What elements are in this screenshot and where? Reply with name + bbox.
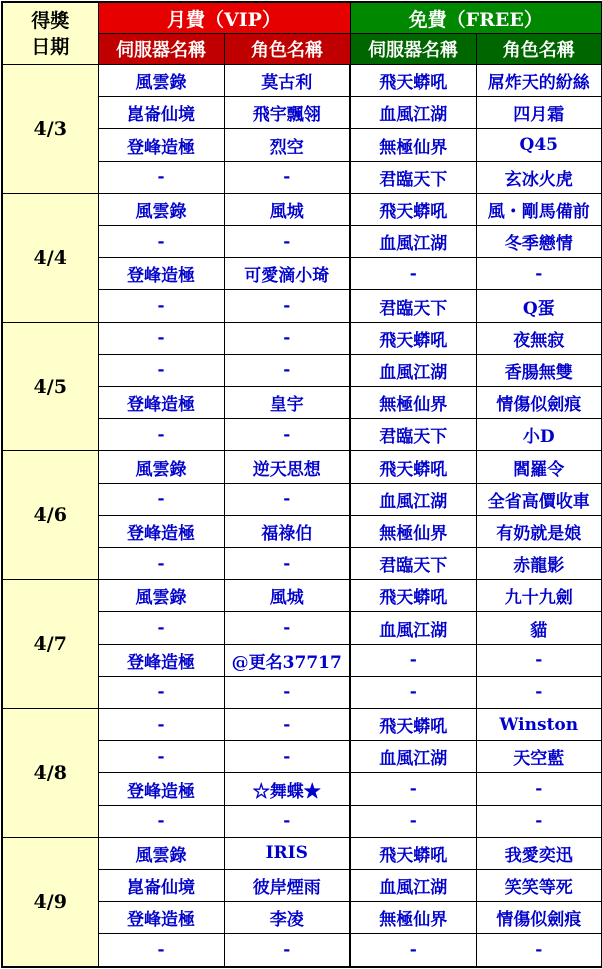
table-header xyxy=(2,2,602,65)
free-server-cell: - xyxy=(350,934,476,967)
award-table xyxy=(1,1,602,968)
vip-role-cell: 皇宇 xyxy=(224,387,350,419)
free-role-cell: 情傷似劍痕 xyxy=(476,902,602,934)
table-row xyxy=(2,65,602,97)
date-column-header xyxy=(2,2,98,65)
vip-role-cell: 彼岸煙雨 xyxy=(224,870,350,902)
table-row xyxy=(2,322,602,354)
vip-server-cell: - xyxy=(98,709,224,741)
vip-server-column-header: 伺服器名稱 xyxy=(98,34,224,65)
vip-server-cell: - xyxy=(98,483,224,515)
free-server-cell: - xyxy=(350,644,476,676)
free-role-cell: 冬季戀情 xyxy=(476,226,602,258)
free-server-cell: 飛天蟒吼 xyxy=(350,451,476,483)
vip-role-cell: - xyxy=(224,741,350,773)
free-role-cell: 風・剛馬備前 xyxy=(476,193,602,225)
vip-role-cell: - xyxy=(224,354,350,386)
free-role-cell: 屌炸天的紛絲 xyxy=(476,65,602,97)
award-date-cell: 4/3 xyxy=(2,65,98,194)
table-row xyxy=(2,837,602,869)
award-date-cell: 4/6 xyxy=(2,451,98,580)
free-role-cell: 小D xyxy=(476,419,602,451)
vip-server-cell: - xyxy=(98,676,224,708)
vip-role-cell: - xyxy=(224,612,350,644)
free-server-cell: 血風江湖 xyxy=(350,97,476,129)
free-server-cell: - xyxy=(350,805,476,837)
free-role-cell: Winston xyxy=(476,709,602,741)
free-role-cell: Q蛋 xyxy=(476,290,602,322)
award-date-cell: 4/5 xyxy=(2,322,98,451)
award-date-cell: 4/8 xyxy=(2,709,98,838)
free-role-cell: 九十九劍 xyxy=(476,580,602,612)
free-role-cell: 貓 xyxy=(476,612,602,644)
free-role-cell: - xyxy=(476,676,602,708)
free-role-cell: 全省高價收車 xyxy=(476,483,602,515)
vip-server-cell: - xyxy=(98,226,224,258)
vip-server-cell: - xyxy=(98,290,224,322)
free-role-cell: - xyxy=(476,934,602,967)
vip-server-cell: 風雲錄 xyxy=(98,580,224,612)
free-role-cell: Q45 xyxy=(476,129,602,161)
vip-role-cell: - xyxy=(224,322,350,354)
free-server-cell: - xyxy=(350,258,476,290)
free-server-cell: 血風江湖 xyxy=(350,226,476,258)
free-role-cell: 閻羅令 xyxy=(476,451,602,483)
free-role-cell: 赤龍影 xyxy=(476,548,602,580)
free-server-cell: 血風江湖 xyxy=(350,483,476,515)
free-role-cell: - xyxy=(476,773,602,805)
vip-server-cell: - xyxy=(98,741,224,773)
vip-role-cell: 風城 xyxy=(224,580,350,612)
vip-role-cell: - xyxy=(224,805,350,837)
vip-role-cell: - xyxy=(224,483,350,515)
vip-server-cell: - xyxy=(98,934,224,967)
vip-role-cell: 可愛滴小琦 xyxy=(224,258,350,290)
vip-role-cell: - xyxy=(224,548,350,580)
vip-role-cell: 風城 xyxy=(224,193,350,225)
free-server-cell: - xyxy=(350,773,476,805)
free-role-column-header: 角色名稱 xyxy=(476,34,602,65)
vip-role-cell: - xyxy=(224,934,350,967)
vip-role-cell: - xyxy=(224,161,350,193)
vip-role-cell: 莫古利 xyxy=(224,65,350,97)
vip-server-cell: 風雲錄 xyxy=(98,65,224,97)
free-role-cell: 玄冰火虎 xyxy=(476,161,602,193)
free-server-cell: 血風江湖 xyxy=(350,612,476,644)
table-body xyxy=(2,65,602,968)
free-server-cell: 血風江湖 xyxy=(350,354,476,386)
vip-role-cell: 飛宇飄翎 xyxy=(224,97,350,129)
free-role-cell: 笑笑等死 xyxy=(476,870,602,902)
vip-server-cell: 登峰造極 xyxy=(98,644,224,676)
table-row xyxy=(2,709,602,741)
vip-server-cell: 登峰造極 xyxy=(98,902,224,934)
vip-server-cell: 崑崙仙境 xyxy=(98,870,224,902)
free-server-cell: 君臨天下 xyxy=(350,290,476,322)
table-row xyxy=(2,451,602,483)
vip-role-cell: - xyxy=(224,709,350,741)
free-server-cell: 無極仙界 xyxy=(350,515,476,547)
vip-role-cell: @更名37717 xyxy=(224,644,350,676)
vip-role-cell: ☆舞蝶★ xyxy=(224,773,350,805)
free-server-cell: 飛天蟒吼 xyxy=(350,322,476,354)
free-role-cell: 天空藍 xyxy=(476,741,602,773)
vip-group-header: 月費（VIP） xyxy=(98,2,350,34)
award-date-cell: 4/9 xyxy=(2,837,98,967)
date-header-line2: 日期 xyxy=(31,35,70,58)
award-date-cell: 4/4 xyxy=(2,193,98,322)
free-server-cell: 飛天蟒吼 xyxy=(350,837,476,869)
vip-server-cell: 登峰造極 xyxy=(98,515,224,547)
free-server-cell: 君臨天下 xyxy=(350,548,476,580)
free-server-cell: 血風江湖 xyxy=(350,741,476,773)
free-server-cell: - xyxy=(350,676,476,708)
free-server-cell: 飛天蟒吼 xyxy=(350,65,476,97)
header-row-top xyxy=(2,2,602,34)
vip-role-cell: IRIS xyxy=(224,837,350,869)
award-date-cell: 4/7 xyxy=(2,580,98,709)
table-row xyxy=(2,580,602,612)
vip-server-cell: - xyxy=(98,548,224,580)
free-group-header: 免費（FREE） xyxy=(350,2,602,34)
free-server-cell: 無極仙界 xyxy=(350,129,476,161)
vip-role-cell: 福祿伯 xyxy=(224,515,350,547)
free-role-cell: - xyxy=(476,805,602,837)
table-row xyxy=(2,193,602,225)
free-role-cell: - xyxy=(476,258,602,290)
vip-server-cell: - xyxy=(98,322,224,354)
vip-role-cell: - xyxy=(224,676,350,708)
free-role-cell: 有奶就是娘 xyxy=(476,515,602,547)
vip-role-cell: 烈空 xyxy=(224,129,350,161)
vip-role-cell: - xyxy=(224,419,350,451)
vip-role-cell: - xyxy=(224,226,350,258)
vip-server-cell: 登峰造極 xyxy=(98,129,224,161)
vip-server-cell: - xyxy=(98,805,224,837)
vip-server-cell: 登峰造極 xyxy=(98,773,224,805)
vip-server-cell: 風雲錄 xyxy=(98,837,224,869)
vip-server-cell: - xyxy=(98,354,224,386)
free-role-cell: 夜無寂 xyxy=(476,322,602,354)
free-role-cell: 四月霜 xyxy=(476,97,602,129)
free-server-cell: 君臨天下 xyxy=(350,419,476,451)
vip-role-column-header: 角色名稱 xyxy=(224,34,350,65)
vip-server-cell: - xyxy=(98,612,224,644)
vip-role-cell: - xyxy=(224,290,350,322)
free-server-cell: 無極仙界 xyxy=(350,902,476,934)
vip-server-cell: 崑崙仙境 xyxy=(98,97,224,129)
vip-server-cell: 風雲錄 xyxy=(98,451,224,483)
free-server-cell: 無極仙界 xyxy=(350,387,476,419)
free-server-cell: 血風江湖 xyxy=(350,870,476,902)
free-server-cell: 君臨天下 xyxy=(350,161,476,193)
free-server-cell: 飛天蟒吼 xyxy=(350,580,476,612)
vip-server-cell: 登峰造極 xyxy=(98,387,224,419)
vip-server-cell: - xyxy=(98,161,224,193)
free-role-cell: 情傷似劍痕 xyxy=(476,387,602,419)
free-server-cell: 飛天蟒吼 xyxy=(350,193,476,225)
date-header-line1: 得獎 xyxy=(31,9,70,32)
free-server-column-header: 伺服器名稱 xyxy=(350,34,476,65)
free-server-cell: 飛天蟒吼 xyxy=(350,709,476,741)
free-role-cell: 香腸無雙 xyxy=(476,354,602,386)
vip-server-cell: - xyxy=(98,419,224,451)
free-role-cell: 我愛奕迅 xyxy=(476,837,602,869)
vip-role-cell: 逆天思想 xyxy=(224,451,350,483)
vip-server-cell: 登峰造極 xyxy=(98,258,224,290)
vip-role-cell: 李凌 xyxy=(224,902,350,934)
vip-server-cell: 風雲錄 xyxy=(98,193,224,225)
free-role-cell: - xyxy=(476,644,602,676)
